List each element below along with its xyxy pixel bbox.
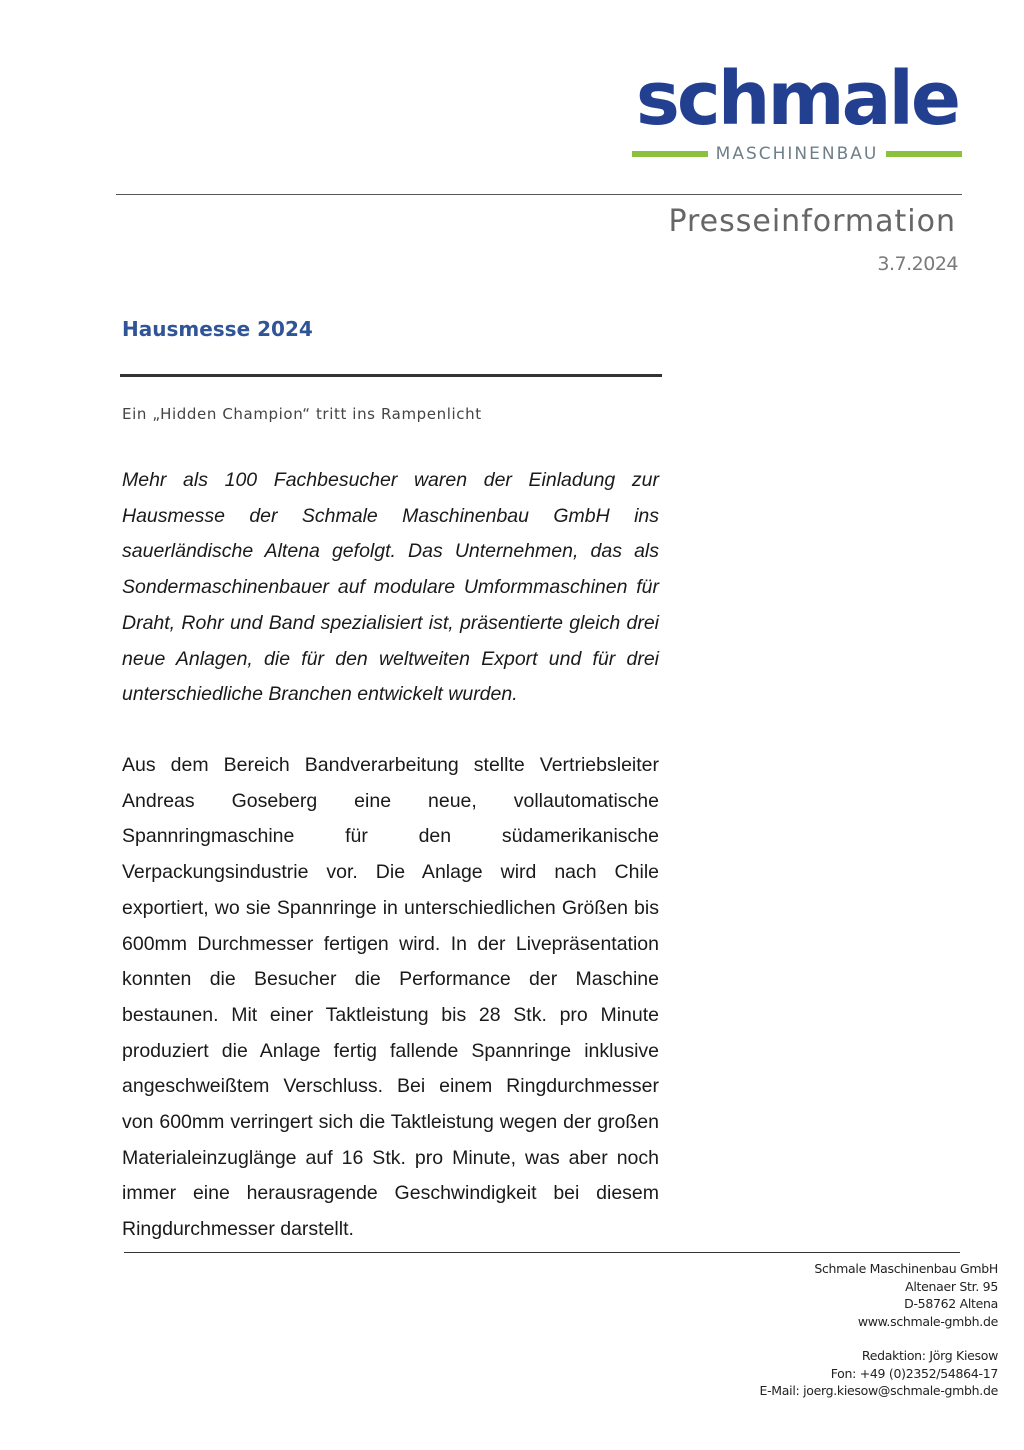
contact-editor: Redaktion: Jörg Kiesow <box>861 1348 998 1363</box>
header-divider <box>116 194 962 195</box>
logo-bar-left <box>632 151 708 157</box>
contact-block <box>760 1260 999 1400</box>
logo-wordmark: schmale <box>635 56 959 142</box>
headline-divider <box>120 374 662 377</box>
logo-subline <box>632 144 962 164</box>
contact-website[interactable]: www.schmale-gmbh.de <box>857 1313 998 1329</box>
contact-spacer <box>760 1330 999 1347</box>
footer-divider <box>124 1252 960 1253</box>
contact-city: D-58762 Altena <box>904 1296 998 1311</box>
contact-phone: Fon: +49 (0)2352/54864-17 <box>830 1365 998 1381</box>
article-subline: Ein „Hidden Champion“ tritt ins Rampenlicht <box>122 405 482 423</box>
contact-email[interactable]: E-Mail: joerg.kiesow@schmale-gmbh.de <box>759 1383 998 1398</box>
article-headline: Hausmesse 2024 <box>122 317 313 341</box>
document-type: Presseinformation <box>668 204 956 239</box>
logo-bar-right <box>886 151 962 157</box>
lead-paragraph: Mehr als 100 Fachbesucher waren der Einladung zur Hausmesse der Schmale Maschinenbau GmbH ins sauerländische Altena gefolgt. Das Unternehmen, das als Sondermaschinenbauer auf modulare Umformmaschinen für Draht, Rohr und Band spezialisiert ist, präsentierte gleich drei neue Anlagen, die für den weltweiten Export und für drei unterschiedliche Branchen entwickelt wurden. <box>122 469 659 706</box>
contact-street: Altenaer Str. 95 <box>905 1278 998 1294</box>
logo-subtitle: MASCHINENBAU <box>715 144 879 164</box>
document-date: 3.7.2024 <box>877 253 958 275</box>
contact-company: Schmale Maschinenbau GmbH <box>814 1261 998 1276</box>
body-paragraph: Aus dem Bereich Bandverarbeitung stellte Vertriebsleiter Andreas Goseberg eine neue, vollautomatische Spannringmaschine für den südamerikanische Verpackungsindustrie vor. Die Anlage wird nach Chile exportiert, wo sie Spannringe in unterschiedlichen Größen bis 600mm Durchmesser fertigen wird. In der Livepräsentation konnten die Besucher die Performance der Maschine bestaunen. Mit einer Taktleistung bis 28 Stk. pro Minute produziert die Anlage fertig fallende Spannringe inklusive angeschweißtem Verschluss. Bei einem Ringdurchmesser von 600mm verringert sich die Taktleistung wegen der großen Materialeinzuglänge auf 16 Stk. pro Minute, was aber noch immer eine herausragende Geschwindigkeit bei diesem Ringdurchmesser darstellt. <box>122 754 659 1241</box>
company-logo <box>632 56 962 164</box>
